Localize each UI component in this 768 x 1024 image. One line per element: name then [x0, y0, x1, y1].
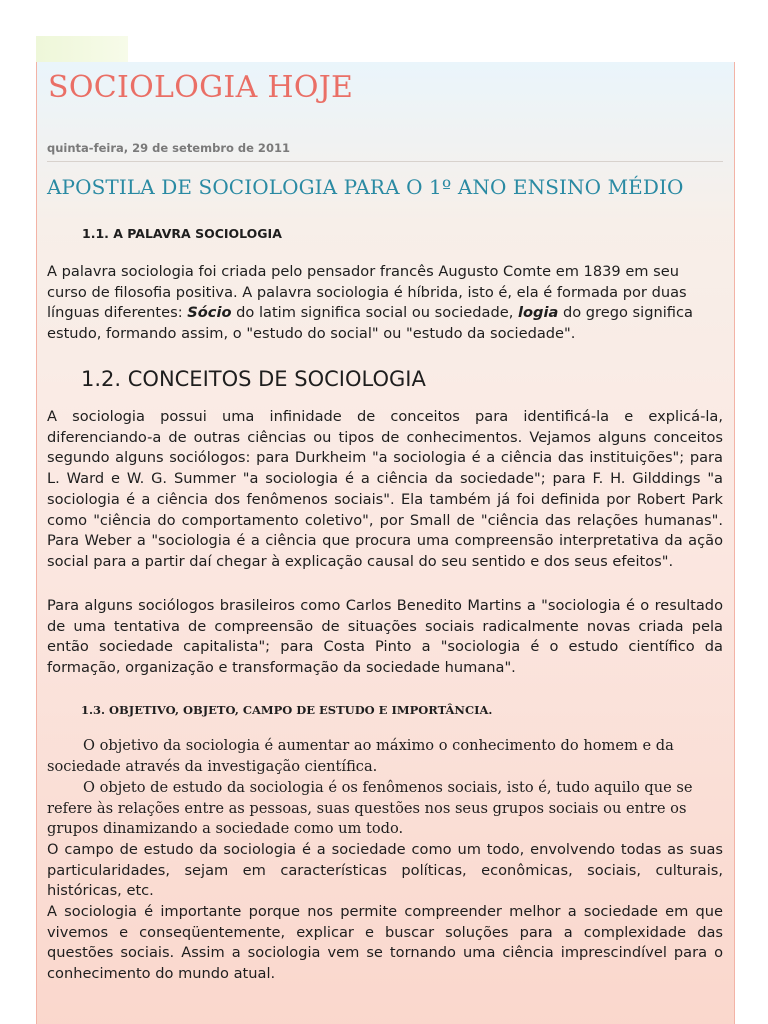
paragraph-objetivo: O objetivo da sociologia é aumentar ao máximo o conhecimento do homem e da sociedade através da investigação científica. [47, 737, 674, 775]
paragraph-conceitos-2: Para alguns sociólogos brasileiros como Carlos Benedito Martins a "sociologia é o resultado de uma tentativa de compreensão de situações sociais radicalmente novas criada pela então sociedade capitalista"; para Costa Pinto a "sociologia é o estudo científico da formação, organização e transformação da sociedade humana". [47, 597, 723, 677]
divider [47, 161, 723, 162]
header-decoration [36, 36, 128, 64]
emphasis-logia: logia [518, 304, 559, 322]
emphasis-socio: Sócio [187, 304, 232, 322]
blog-post-container [36, 62, 735, 1024]
section-heading-conceitos: 1.2. CONCEITOS DE SOCIOLOGIA [81, 367, 426, 391]
paragraph-conceitos-1: A sociologia possui uma infinidade de conceitos para identificá-la e explicá-la, diferenciando-a de outras ciências ou tipos de conhecimentos. Vejamos alguns conceitos segundo alguns sociólogos: para Durkheim "a sociologia é a ciência das instituições"; para L. Ward e W. G. Summer "a sociologia é a ciência da sociedade"; para F. H. Gilddings "a sociologia é a ciência dos fenômenos sociais". Ela também já foi definida por Robert Park como "ciência do comportamento coletivo", por Small de "ciência das relações humanas". Para Weber a "sociologia é a ciência que procura uma compreensão interpretativa da ação social para a partir daí chegar à explicação causal do seu sentido e dos seus efeitos". [47, 408, 723, 570]
paragraph-objeto: O objeto de estudo da sociologia é os fenômenos sociais, isto é, tudo aquilo que se refere às relações entre as pessoas, suas questões nos seus grupos sociais ou entre os grupos dinamizando a sociedade como um todo. [47, 779, 693, 838]
paragraph-palavra-sociologia: A palavra sociologia foi criada pelo pensador francês Augusto Comte em 1839 em seu curso de filosofia positiva. A palavra sociologia é híbrida, isto é, ela é formada por duas línguas diferentes: Sócio do latim significa social ou sociedade, logia do grego significa estudo, formando assim, o "estudo do social" ou "estudo da sociedade". [47, 263, 693, 343]
paragraph-importancia: A sociologia é importante porque nos permite compreender melhor a sociedade em que vivemos e conseqüentemente, explicar e buscar soluções para a complexidade das questões sociais. Assim a sociologia vem se tornando uma ciência imprescindível para o conhecimento do mundo atual. [47, 903, 723, 983]
section-heading-palavra-sociologia: 1.1. A PALAVRA SOCIOLOGIA [82, 226, 282, 241]
section-heading-objetivo: 1.3. OBJETIVO, OBJETO, CAMPO DE ESTUDO E IMPORTÂNCIA. [81, 703, 493, 717]
paragraph-campo: O campo de estudo da sociologia é a sociedade como um todo, envolvendo todas as suas particularidades, sejam em características políticas, econômicas, sociais, culturais, históricas, etc. [47, 841, 723, 900]
post-title[interactable]: APOSTILA DE SOCIOLOGIA PARA O 1º ANO ENSINO MÉDIO [47, 175, 684, 199]
post-date: quinta-feira, 29 de setembro de 2011 [47, 141, 290, 155]
blog-title[interactable]: SOCIOLOGIA HOJE [48, 70, 354, 105]
